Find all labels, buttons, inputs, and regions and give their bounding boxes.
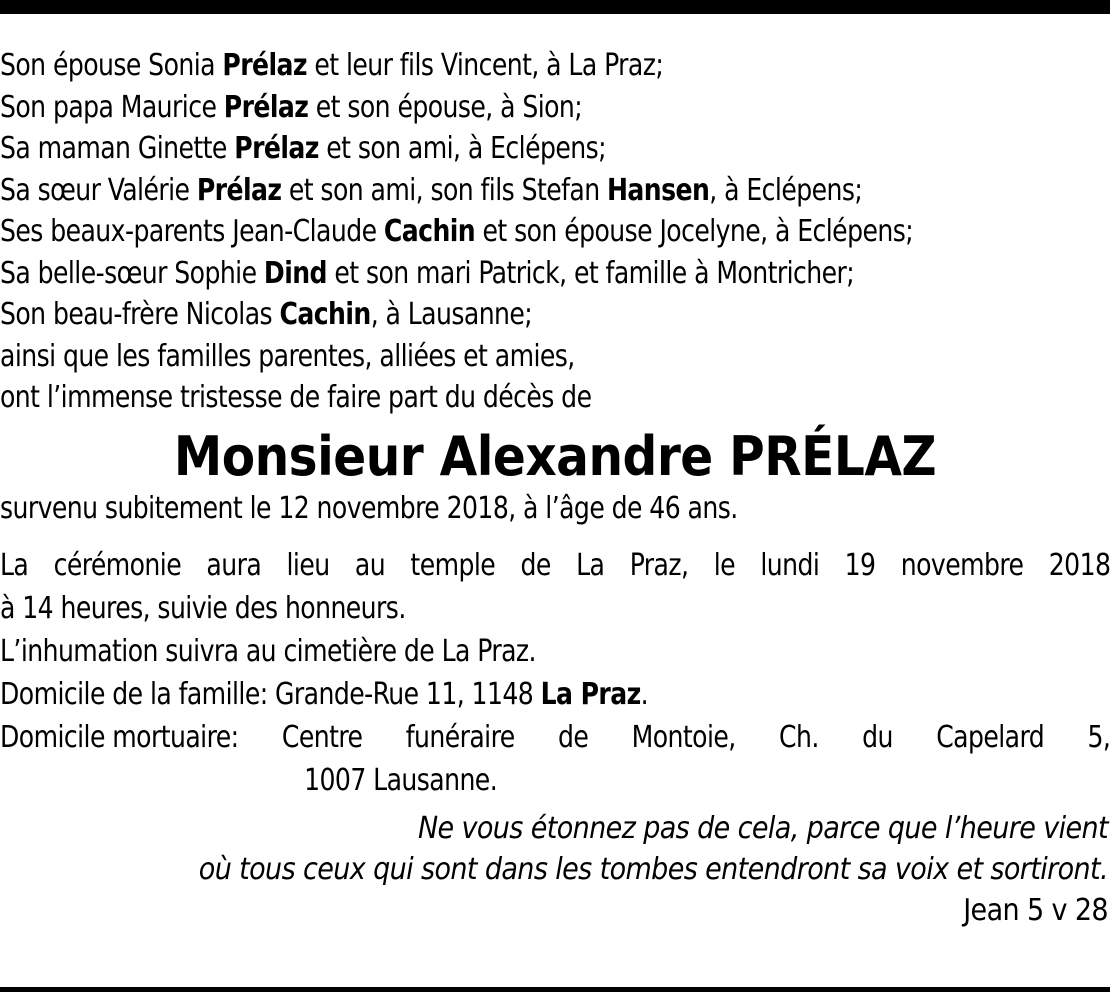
mortuary-line [0, 716, 1110, 759]
bottom-rule [0, 987, 1110, 992]
family-home-prefix: Domicile de la famille: Grande-Rue 11, 1148 [0, 676, 541, 712]
family-home-suffix: . [640, 676, 649, 712]
family-text: Sa maman Ginette [0, 131, 235, 166]
ceremony-word: La [576, 547, 605, 583]
family-text: et son ami, à Eclépens; [318, 131, 607, 166]
ceremony-word: au [354, 547, 386, 583]
death-line: survenu subitement le 12 novembre 2018, à l’âge de 46 ans. [0, 490, 738, 526]
family-text: et son mari Patrick, et famille à Montricher; [326, 255, 855, 291]
family-text: Son papa Maurice [0, 89, 224, 125]
mortuary-word: du [862, 719, 893, 755]
mortuary-word: 5, [1087, 719, 1110, 755]
family-member-line [0, 45, 1032, 87]
family-member-line [0, 377, 1032, 419]
family-member-line [0, 128, 1032, 170]
mortuary-word: Montoie, [631, 719, 736, 755]
mortuary-word: Ch. [779, 719, 819, 755]
ceremony-time: à 14 heures, suivie des honneurs. [0, 590, 406, 626]
family-member-line [0, 87, 1032, 129]
ceremony-word: le [713, 547, 736, 583]
obituary-notice [0, 45, 1110, 931]
family-surname: Cachin [383, 214, 476, 249]
family-surname: Dind [263, 255, 327, 291]
family-member-line [0, 211, 1032, 253]
family-text: et son épouse, à Sion; [308, 89, 583, 125]
family-surname: Hansen [606, 172, 710, 208]
top-rule [0, 0, 1110, 14]
family-text: Sa sœur Valérie [0, 172, 197, 208]
deceased-name: Monsieur Alexandre PRÉLAZ [173, 424, 937, 488]
burial-line: L’inhumation suivra au cimetière de La Praz. [0, 633, 536, 669]
ceremony-word: lieu [286, 547, 330, 583]
family-surname: Prélaz [223, 89, 309, 125]
ceremony-word: cérémonie [53, 547, 182, 583]
family-text: , à Lausanne; [370, 297, 533, 332]
family-text: , à Eclépens; [709, 172, 863, 208]
family-text: Son épouse Sonia [0, 48, 223, 83]
family-surname: Prélaz [196, 172, 282, 208]
ceremony-word: lundi [760, 547, 820, 583]
mortuary-word: de [557, 719, 589, 755]
ceremony-word: novembre [900, 547, 1024, 583]
family-text: Son beau-frère Nicolas [0, 297, 280, 332]
mortuary-city: 1007 Lausanne. [304, 762, 498, 798]
family-surname: Cachin [279, 297, 371, 332]
family-list [0, 45, 1032, 419]
family-home [0, 673, 1110, 716]
family-surname: Prélaz [222, 48, 307, 83]
ceremony-line [0, 544, 1110, 587]
scripture-reference: Jean 5 v 28 [963, 892, 1108, 928]
family-member-line [0, 336, 1032, 378]
ceremony-word: 19 [844, 547, 876, 583]
family-member-line [0, 294, 1032, 336]
ceremony-word: Praz, [629, 547, 689, 583]
notice-body [0, 487, 1110, 802]
quote-line-1: Ne vous étonnez pas de cela, parce que l’heure vient [417, 810, 1108, 846]
quote-line-2: où tous ceux qui sont dans les tombes entendront sa voix et sortiront. [198, 851, 1108, 887]
ceremony-word: de [520, 547, 551, 583]
family-text: ainsi que les familles parentes, alliées et amies, [0, 338, 575, 374]
ceremony-word: temple [410, 547, 496, 583]
family-surname: Prélaz [234, 131, 319, 166]
family-text: et son épouse Jocelyne, à Eclépens; [475, 214, 914, 249]
family-text: Ses beaux-parents Jean-Claude [0, 214, 384, 249]
ceremony-word: aura [206, 547, 262, 583]
family-text: et son ami, son fils Stefan [281, 172, 607, 208]
family-home-place: La Praz [540, 676, 641, 712]
ceremony-word: La [0, 547, 29, 583]
family-text: ont l’immense tristesse de faire part du décès de [0, 380, 592, 415]
mortuary-word: Centre [281, 719, 363, 755]
family-text: Sa belle-sœur Sophie [0, 255, 264, 291]
ceremony-word: 2018 [1048, 547, 1110, 583]
mortuary-word: Capelard [936, 719, 1045, 755]
family-text: et leur fils Vincent, à La Praz; [306, 48, 664, 83]
scripture-quote [0, 808, 1110, 890]
mortuary-word: Domicile mortuaire: [0, 719, 239, 755]
mortuary-word: funéraire [405, 719, 515, 755]
family-member-line [0, 170, 1032, 212]
family-member-line [0, 253, 1032, 295]
